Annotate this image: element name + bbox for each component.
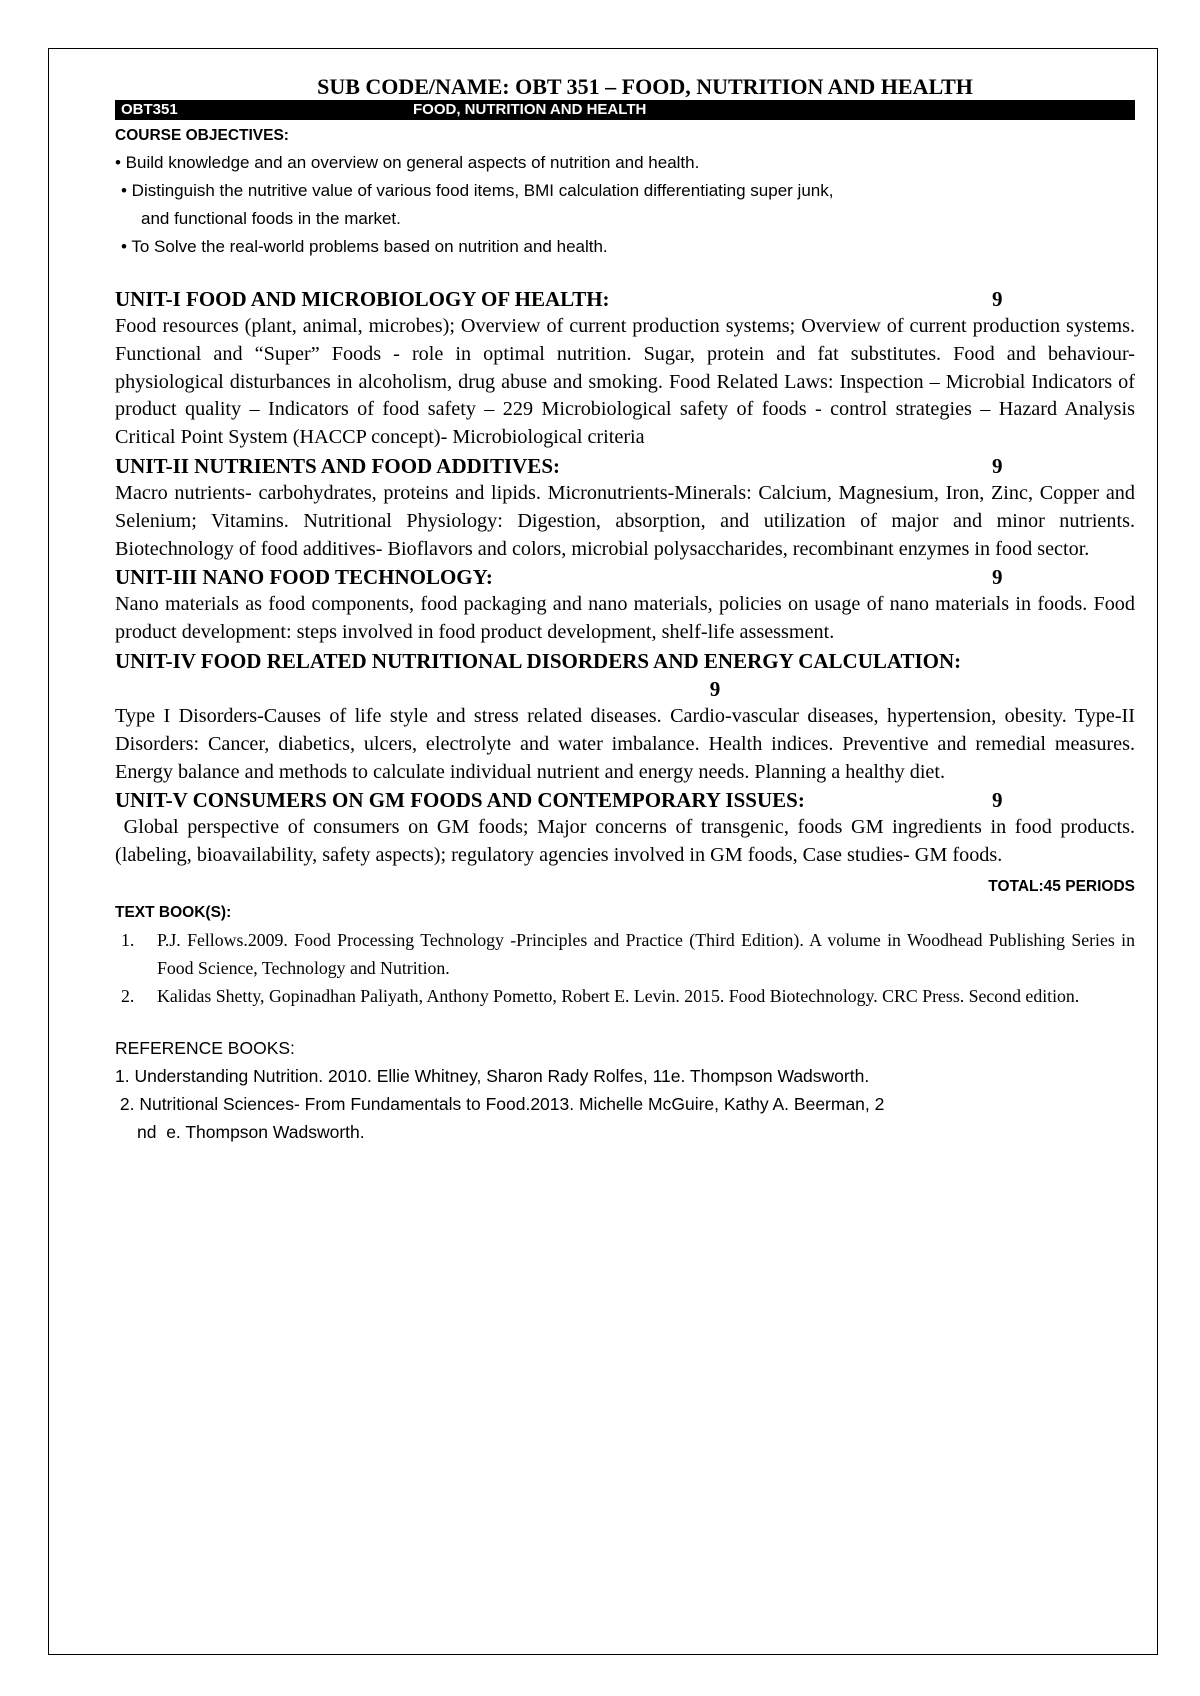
textbook-item (115, 926, 1135, 982)
unit-1-heading (115, 285, 1135, 313)
unit-1-content: Food resources (plant, animal, microbes); Overview of current production systems; Overview of current production systems. Functional and “Super” Foods - role in optimal nutrition. Sugar, protein and fat substitutes. Food and behaviour- physiological disturbances in alcoholism, drug abuse and smoking. Food Related Laws: Inspection – Microbial Indicators of product quality – Indicators of food safety – 229 Microbiological safety of foods - control strategies – Hazard Analysis Critical Point System (HACCP concept)- Microbiological criteria (115, 315, 1135, 449)
unit-4-heading (115, 647, 1135, 703)
objective-item-continuation: and functional foods in the market. (141, 209, 401, 228)
reference-item: 1. Understanding Nutrition. 2010. Ellie Whitney, Sharon Rady Rolfes, 11e. Thompson Wadsworth. (115, 1065, 870, 1086)
unit-title: UNIT-I FOOD AND MICROBIOLOGY OF HEALTH: (115, 287, 610, 311)
textbook-text: P.J. Fellows.2009. Food Processing Technology -Principles and Practice (Third Edition). A volume in Woodhead Publishing Series in Food Science, Technology and Nutrition. (157, 929, 1135, 978)
unit-hours: 9 (992, 287, 1003, 311)
unit-4-content: Type I Disorders-Causes of life style and stress related diseases. Cardio-vascular diseases, hypertension, obesity. Type-II Disorders: Cancer, diabetics, ulcers, electrolyte and water imbalance. Health indices. Preventive and remedial measures. Energy balance and methods to calculate individual nutrient and energy needs. Planning a healthy diet. (115, 704, 1135, 783)
course-header-bar (115, 100, 1135, 120)
reference-item-continuation: nd e. Thompson Wadsworth. (137, 1121, 365, 1142)
unit-hours: 9 (992, 565, 1003, 590)
unit-title: UNIT-IV FOOD RELATED NUTRITIONAL DISORDERS AND ENERGY CALCULATION: (115, 648, 962, 673)
unit-title: UNIT-II NUTRIENTS AND FOOD ADDITIVES: (115, 453, 560, 478)
objective-item: • Distinguish the nutritive value of various food items, BMI calculation differentiating super junk, (121, 181, 834, 200)
course-name: FOOD, NUTRITION AND HEALTH (413, 101, 647, 118)
textbooks-list (115, 926, 1135, 1010)
page-title: SUB CODE/NAME: OBT 351 – FOOD, NUTRITION AND HEALTH (317, 74, 973, 99)
objective-item: • Build knowledge and an overview on general aspects of nutrition and health. (115, 153, 700, 172)
total-periods: TOTAL:45 PERIODS (988, 877, 1135, 895)
textbook-number: 1. (121, 929, 135, 950)
textbook-text: Kalidas Shetty, Gopinadhan Paliyath, Anthony Pometto, Robert E. Levin. 2015. Food Biotechnology. CRC Press. Second edition. (157, 985, 1080, 1006)
objectives-heading: COURSE OBJECTIVES: (115, 127, 289, 144)
textbook-item (115, 982, 1135, 1010)
reference-item: 2. Nutritional Sciences- From Fundamentals to Food.2013. Michelle McGuire, Kathy A. Beerman, 2 (115, 1093, 885, 1114)
objectives-list (115, 149, 1135, 261)
unit-hours: 9 (992, 788, 1003, 813)
objective-item: • To Solve the real-world problems based on nutrition and health. (121, 237, 608, 256)
references-list (115, 1062, 1135, 1146)
unit-hours: 9 (992, 453, 1003, 478)
textbook-number: 2. (121, 985, 135, 1006)
unit-hours: 9 (709, 676, 721, 701)
textbooks-heading: TEXT BOOK(S): (115, 903, 232, 921)
unit-5-heading (115, 786, 1135, 814)
course-code: OBT351 (121, 101, 178, 118)
unit-3-heading (115, 563, 1135, 591)
unit-5-content: Global perspective of consumers on GM foods; Major concerns of transgenic, foods GM ingredients in food products. (labeling, bioavailability, safety aspects); regulatory agencies involved in GM foods, Case studies- GM foods. (115, 816, 1141, 867)
unit-3-content: Nano materials as food components, food packaging and nano materials, policies on usage of nano materials in foods. Food product development: steps involved in food product development, shelf-life assessment. (115, 593, 1135, 644)
unit-title: UNIT-III NANO FOOD TECHNOLOGY: (115, 565, 493, 590)
syllabus-document (115, 74, 1141, 1146)
unit-2-content: Macro nutrients- carbohydrates, proteins and lipids. Micronutrients-Minerals: Calcium, Magnesium, Iron, Zinc, Copper and Selenium; Vitamins. Nutritional Physiology: Digestion, absorption, and utilization of major and minor nutrients. Biotechnology of food additives- Bioflavors and colors, microbial polysaccharides, recombinant enzymes in food sector. (115, 481, 1135, 560)
unit-2-heading (115, 452, 1135, 480)
unit-title: UNIT-V CONSUMERS ON GM FOODS AND CONTEMPORARY ISSUES: (115, 788, 805, 813)
references-heading: REFERENCE BOOKS: (115, 1037, 295, 1058)
